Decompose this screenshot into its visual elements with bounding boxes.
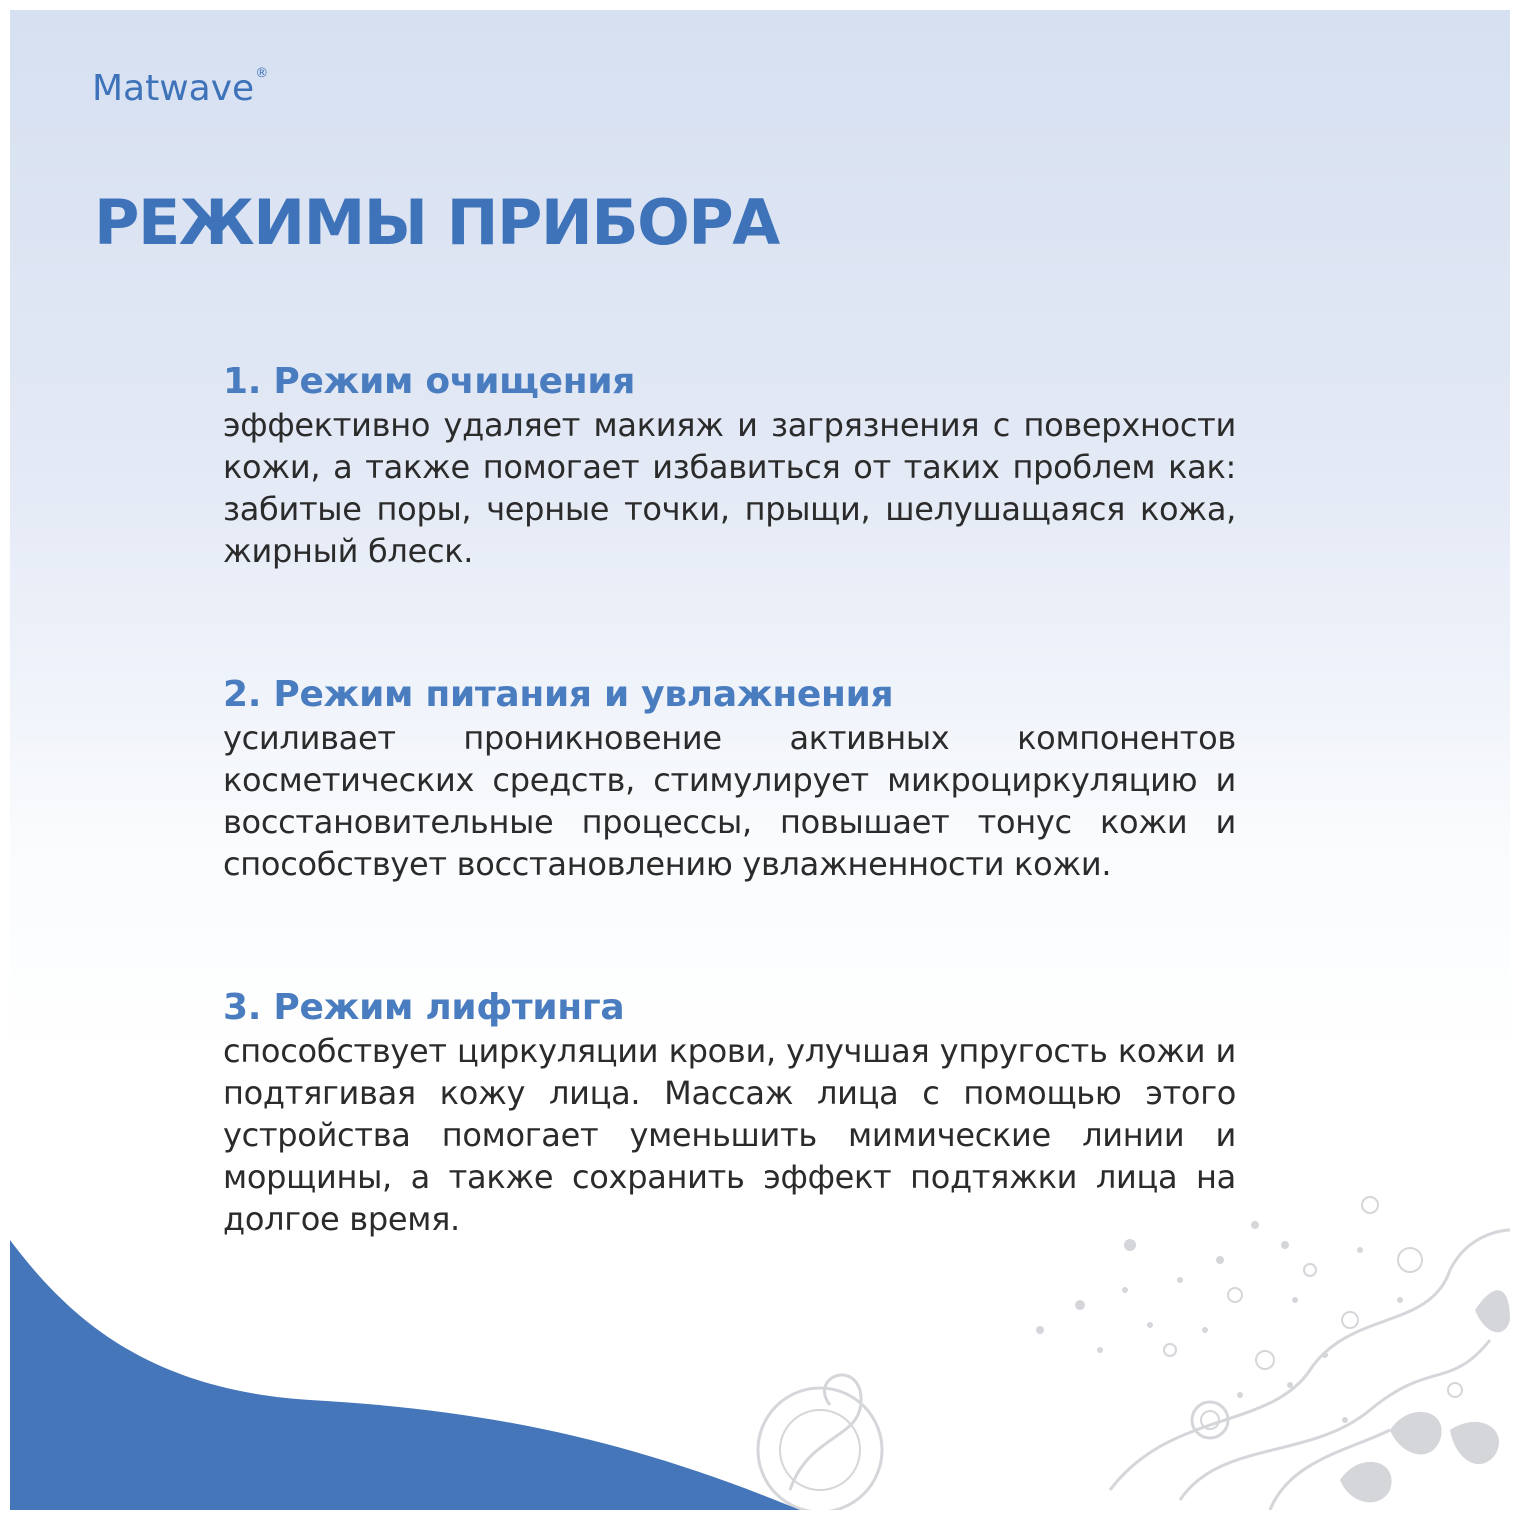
mode-cleansing [223,360,1236,572]
mode-description: эффективно удаляет макияж и загрязнения с поверхности кожи, а также помогает избавиться от таких проблем как: забитые поры, черные точки, прыщи, шелушащаяся кожа, жирный блеск. [223,406,1236,570]
mode-heading: 3. Режим лифтинга [223,987,625,1028]
floral-ornament [750,1190,1510,1510]
registered-mark: ® [255,66,269,81]
mode-heading: 2. Режим питания и увлажнения [223,674,894,715]
info-card [10,10,1510,1510]
mode-nutrition [223,673,1236,885]
brand-name: Matwave [92,68,255,109]
brand-logo [92,68,268,109]
mode-heading: 1. Режим очищения [223,361,636,402]
page-title: РЕЖИМЫ ПРИБОРА [94,186,779,259]
mode-description: способствует циркуляции крови, улучшая упругость кожи и подтягивая кожу лица. Массаж лица с помощью этого устройства помогает уменьшить мимические линии и морщины, а также сохранить эффект подтяжки лица на долгое время. [223,1032,1236,1238]
blue-wave [10,1240,810,1510]
mode-description: усиливает проникновение активных компонентов косметических средств, стимулирует микроциркуляцию и восстановительные процессы, повышает тонус кожи и способствует восстановлению увлажненности кожи. [223,719,1236,883]
